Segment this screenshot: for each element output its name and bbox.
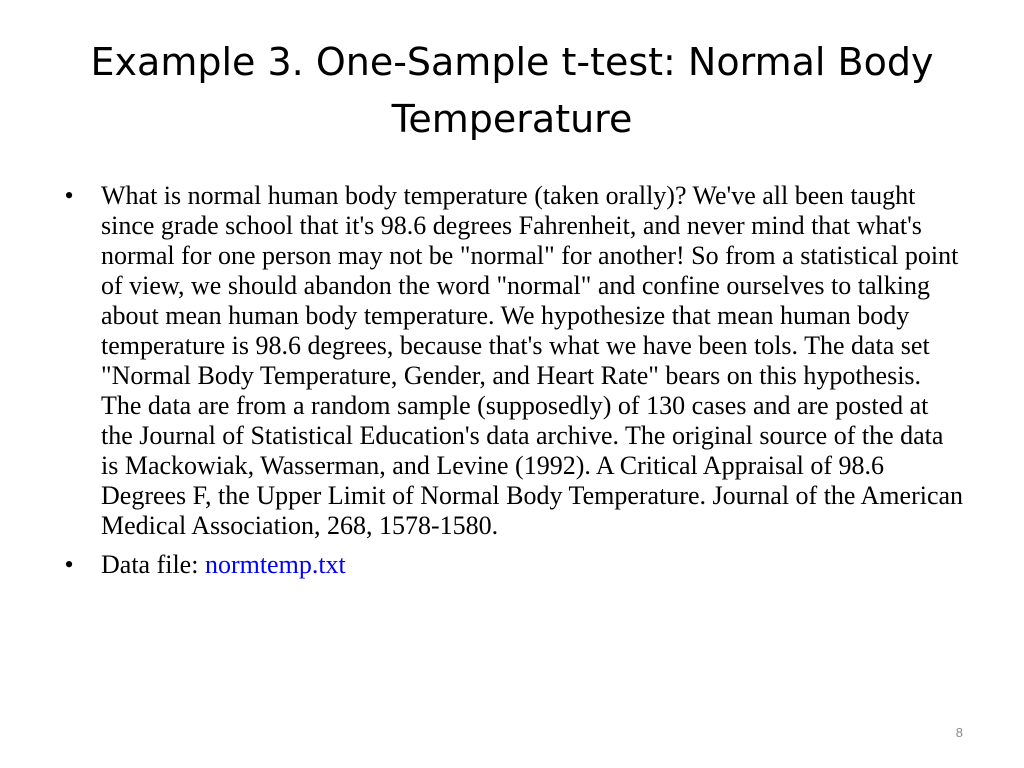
slide-body [60, 181, 965, 580]
slide-title: Example 3. One-Sample t-test: Normal Body Temperature [90, 40, 934, 141]
bullet-icon: • [64, 181, 74, 210]
data-file-link[interactable]: normtemp.txt [204, 550, 346, 579]
data-file-label: Data file: [101, 550, 205, 579]
bullet-item-description [60, 181, 965, 541]
bullet-text: What is normal human body temperature (taken orally)? We've all been taught since grade school that it's 98.6 degrees Fahrenheit, and never mind that what's normal for one person may not be "normal" for another! So from a statistical point of view, we should abandon the word "normal" and confine ourselves to talking about mean human body temperature. We hypothesize that mean human body temperature is 98.6 degrees, because that's what we have been tols. The data set "Normal Body Temperature, Gender, and Heart Rate" bears on this hypothesis. The data are from a random sample (supposedly) of 130 cases and are posted at the Journal of Statistical Education's data archive. The original source of the data is Mackowiak, Wasserman, and Levine (1992). A Critical Appraisal of 98.6 Degrees F, the Upper Limit of Normal Body Temperature. Journal of the American Medical Association, 268, 1578-1580. [101, 181, 964, 540]
page-number: 8 [955, 725, 963, 740]
bullet-icon: • [64, 550, 74, 579]
bullet-item-data-file [60, 550, 965, 580]
